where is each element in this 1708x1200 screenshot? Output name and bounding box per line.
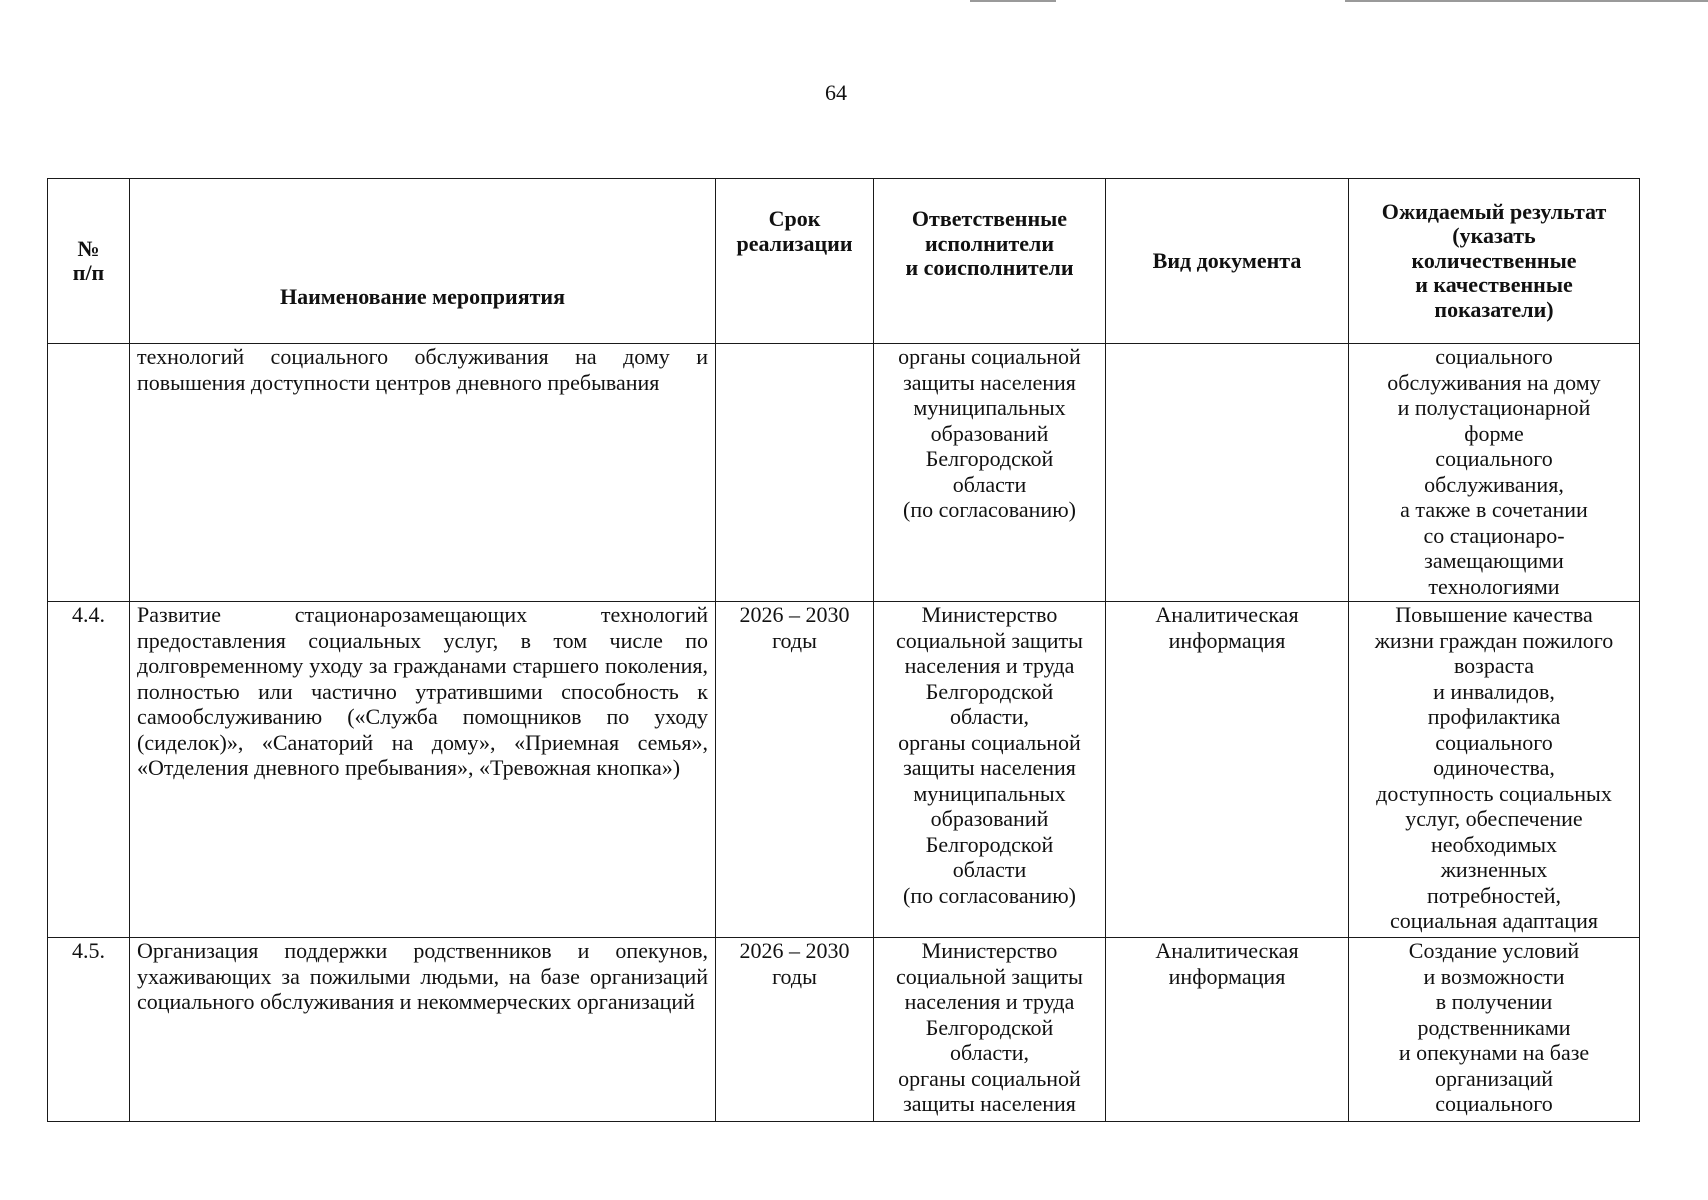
row-measure-name: технологий социального обслуживания на дому и повышения доступности центров дневного пребывания xyxy=(130,344,716,602)
text-line: обслуживания, xyxy=(1424,471,1564,497)
header-responsible xyxy=(874,179,1106,344)
row-term xyxy=(716,344,874,602)
text-line: доступность социальных xyxy=(1376,780,1612,806)
text-line: Аналитическая xyxy=(1155,602,1299,627)
text-line: и полустационарной xyxy=(1397,395,1591,420)
row-result xyxy=(1349,938,1640,1122)
row-doc-type xyxy=(1106,602,1349,938)
text-line: Белгородской xyxy=(925,831,1054,857)
header-num xyxy=(48,179,130,344)
text-line: населения и труда xyxy=(904,989,1075,1014)
text-line: Белгородской xyxy=(925,678,1054,704)
text-line: и инвалидов, xyxy=(1433,678,1555,704)
text-line: возраста xyxy=(1453,653,1535,678)
text-line: а также в сочетании xyxy=(1400,497,1588,522)
text-line: жизненных xyxy=(1440,857,1548,882)
text-line: защиты населения xyxy=(903,755,1076,780)
text-line: услуг, обеспечение xyxy=(1405,806,1583,831)
text-line: Ожидаемый результат xyxy=(1381,198,1607,224)
text-line: п/п xyxy=(72,260,105,285)
text-line: жизни граждан пожилого xyxy=(1374,627,1614,653)
scan-edge-line xyxy=(970,0,1056,2)
row-num: 4.4. xyxy=(48,602,130,938)
text-line: защиты населения xyxy=(903,1091,1076,1116)
text-line: исполнители xyxy=(924,230,1055,256)
text-line: Срок xyxy=(768,206,821,231)
text-line: области xyxy=(952,857,1027,882)
text-line: Белгородской xyxy=(925,1014,1054,1040)
text-line: органы социальной xyxy=(898,344,1081,369)
text-line: социального xyxy=(1435,1091,1553,1116)
text-line: социального xyxy=(1435,344,1553,369)
text-line: родственниками xyxy=(1417,1014,1571,1040)
text-line: обслуживания на дому xyxy=(1387,369,1601,395)
row-term xyxy=(716,938,874,1122)
text-line: органы социальной xyxy=(898,1065,1081,1091)
text-line: и возможности xyxy=(1423,963,1565,989)
text-line: технологиями xyxy=(1428,573,1560,599)
text-line: и опекунами на базе xyxy=(1398,1040,1590,1065)
text-line: (по согласованию) xyxy=(903,497,1076,522)
row-responsible xyxy=(874,938,1106,1122)
text-line: и соисполнители xyxy=(905,255,1074,280)
text-line: информация xyxy=(1168,627,1286,653)
header-term xyxy=(716,179,874,344)
text-line: одиночества, xyxy=(1433,755,1555,780)
text-line: области xyxy=(952,471,1027,497)
text-line: социального xyxy=(1435,446,1553,471)
row-doc-type xyxy=(1106,344,1349,602)
text-line: образований xyxy=(930,806,1049,831)
text-line: Аналитическая xyxy=(1155,938,1299,963)
table-header-row xyxy=(48,179,1640,344)
text-line: информация xyxy=(1168,963,1286,989)
text-line: Белгородской xyxy=(925,446,1054,471)
text-line: области, xyxy=(949,1040,1030,1065)
text-line: реализации xyxy=(736,230,853,256)
text-line: защиты населения xyxy=(903,369,1076,395)
text-line: показатели) xyxy=(1434,296,1554,322)
text-line: 2026 – 2030 xyxy=(739,938,850,963)
text-line: социального xyxy=(1435,729,1553,755)
text-line: социальной защиты xyxy=(896,963,1083,989)
text-line: образований xyxy=(930,420,1049,446)
row-responsible xyxy=(874,602,1106,938)
row-num xyxy=(48,344,130,602)
text-line: Министерство xyxy=(921,602,1058,627)
text-line: и качественные xyxy=(1415,272,1573,298)
text-line: со стационаро- xyxy=(1423,522,1565,548)
text-line: населения и труда xyxy=(904,653,1075,678)
text-line: годы xyxy=(772,627,817,653)
measures-table xyxy=(47,178,1640,1122)
text-line: (указать xyxy=(1452,223,1536,249)
row-responsible xyxy=(874,344,1106,602)
text-line: форме xyxy=(1464,420,1524,446)
text-line: области, xyxy=(949,704,1030,729)
table-row xyxy=(48,938,1640,1122)
text-line: Повышение качества xyxy=(1395,602,1593,627)
row-measure-name: Организация поддержки родственников и опекунов, ухаживающих за пожилыми людьми, на базе организаций социального обслуживания и некоммерческих организаций xyxy=(130,938,716,1122)
header-doc-type: Вид документа xyxy=(1106,179,1349,344)
table-row xyxy=(48,602,1640,938)
table-row xyxy=(48,344,1640,602)
row-num: 4.5. xyxy=(48,938,130,1122)
text-line: замещающими xyxy=(1424,548,1564,573)
text-line: органы социальной xyxy=(898,729,1081,755)
row-term xyxy=(716,602,874,938)
text-line: годы xyxy=(772,963,817,989)
text-line: Ответственные xyxy=(911,206,1068,231)
text-line: социальной защиты xyxy=(896,627,1083,653)
row-result xyxy=(1349,602,1640,938)
text-line: муниципальных xyxy=(913,780,1066,806)
text-line: (по согласованию) xyxy=(903,882,1076,908)
text-line: организаций xyxy=(1434,1065,1554,1091)
text-line: социальная адаптация xyxy=(1390,908,1598,933)
text-line: муниципальных xyxy=(913,395,1066,420)
text-line: необходимых xyxy=(1430,831,1558,857)
text-line: Создание условий xyxy=(1408,938,1580,963)
text-line: профилактика xyxy=(1427,704,1561,729)
text-line: количественные xyxy=(1411,247,1577,273)
header-result xyxy=(1349,179,1640,344)
scan-edge-line xyxy=(1345,0,1708,2)
row-doc-type xyxy=(1106,938,1349,1122)
text-line: 2026 – 2030 xyxy=(739,602,850,627)
text-line: в получении xyxy=(1435,989,1553,1014)
row-measure-name: Развитие стационарозамещающих технологий предоставления социальных услуг, в том числе по долговременному уходу за гражданами старшего поколения, полностью или частично утратившими способность к самообслуживанию («Служба помощников по уходу (сиделок)», «Санаторий на дому», «Приемная семья», «Отделения дневного пребывания», «Тревожная кнопка») xyxy=(130,602,716,938)
page-number: 64 xyxy=(825,80,847,105)
text-line: Министерство xyxy=(921,938,1058,963)
row-result xyxy=(1349,344,1640,602)
text-line: потребностей, xyxy=(1426,882,1562,908)
text-line: № xyxy=(77,235,100,261)
header-name: Наименование мероприятия xyxy=(130,179,716,344)
